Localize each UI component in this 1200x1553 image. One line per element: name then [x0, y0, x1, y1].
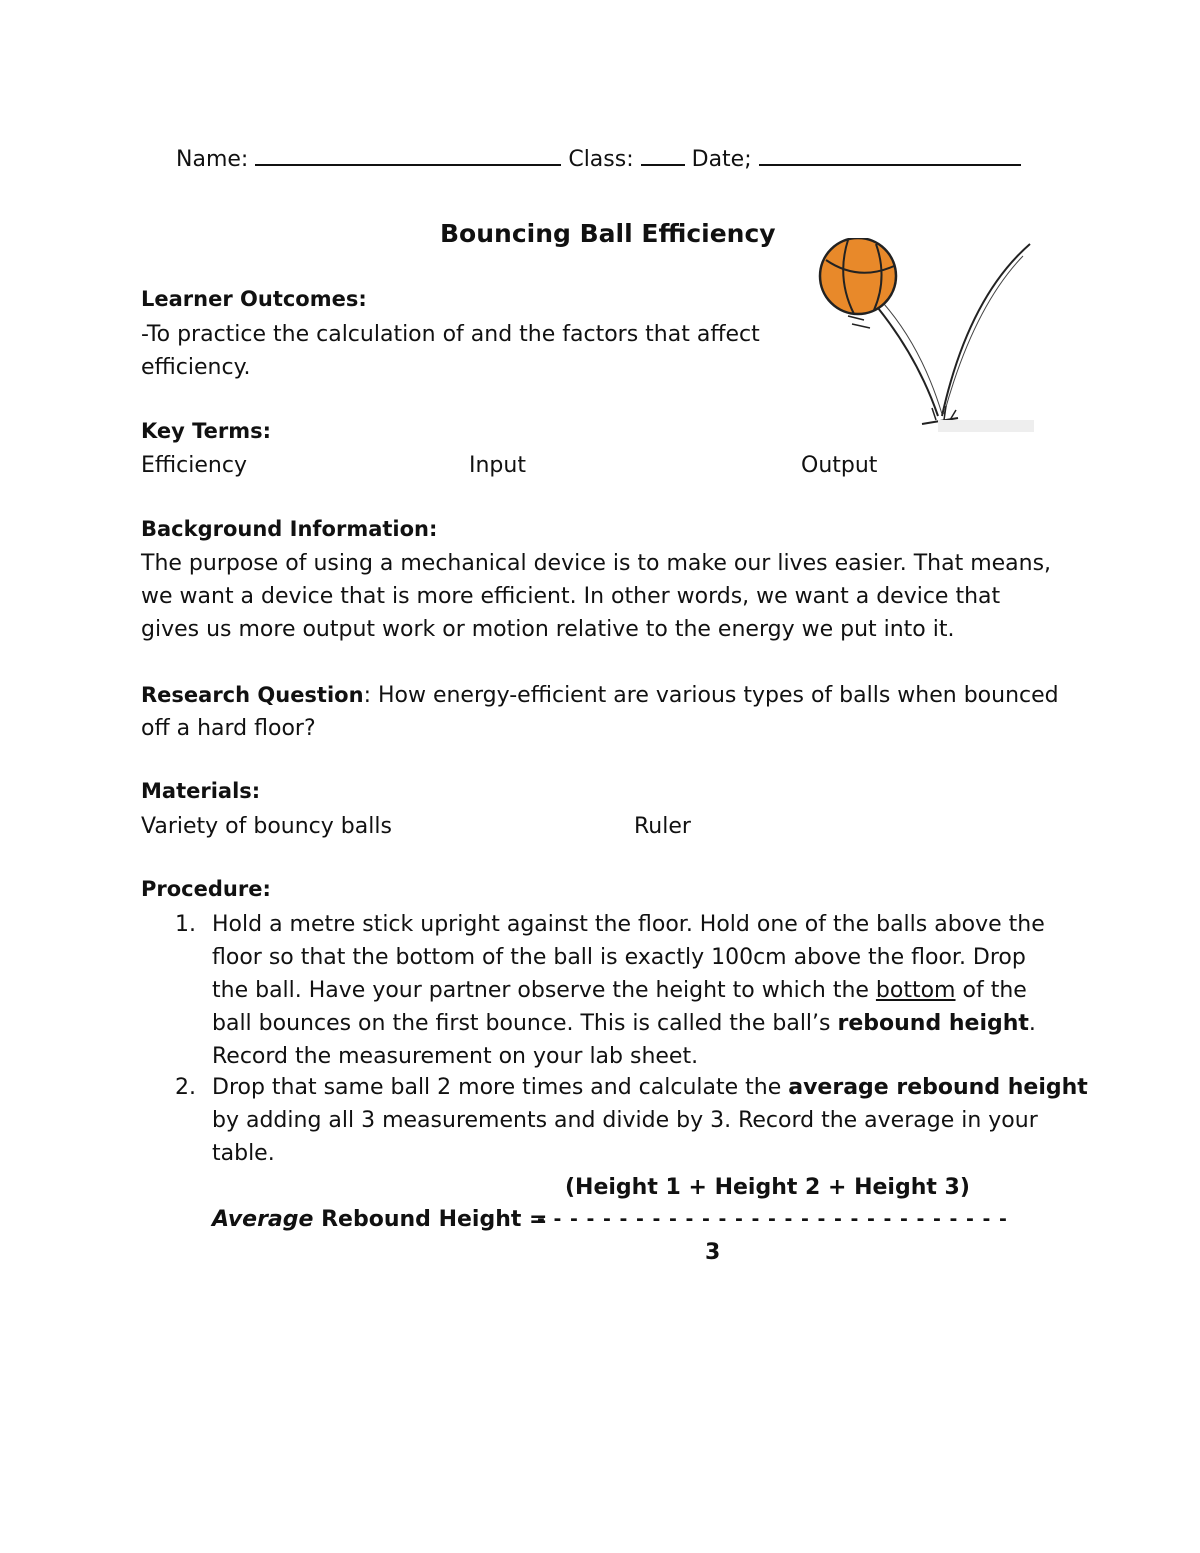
- step-1-text-3a: the ball. Have your partner observe the height to which the: [212, 978, 876, 1003]
- step-1-text-3b: of the: [955, 978, 1027, 1003]
- bouncing-basketball-icon: [818, 238, 1036, 438]
- research-question-heading: Research Question: [141, 683, 364, 707]
- formula-denominator: 3: [705, 1240, 721, 1265]
- class-blank[interactable]: [641, 142, 685, 166]
- date-label: Date;: [691, 147, 752, 172]
- procedure-step-1: [175, 908, 1045, 1073]
- formula-fraction-bar: - - - - - - - - - - - - - - - - - - - - - - - - - - - - -: [537, 1208, 1008, 1230]
- step-1-text-4b: .: [1028, 1011, 1036, 1036]
- step-2-number: 2.: [175, 1075, 196, 1100]
- page-title: Bouncing Ball Efficiency: [440, 219, 776, 248]
- learner-outcomes-heading: Learner Outcomes:: [141, 287, 367, 311]
- material-bouncy-balls: Variety of bouncy balls: [141, 814, 392, 839]
- step-2-line-3: table.: [212, 1141, 275, 1166]
- learner-outcomes-line-2: efficiency.: [141, 355, 251, 380]
- name-blank[interactable]: [255, 142, 561, 166]
- name-label: Name:: [176, 147, 249, 172]
- step-1-rebound-height: rebound height: [837, 1011, 1029, 1036]
- formula-numerator: (Height 1 + Height 2 + Height 3): [565, 1175, 970, 1200]
- step-2-average-rebound-height: average rebound height: [788, 1075, 1088, 1100]
- research-question-line-1: [141, 679, 1059, 712]
- formula-label-rest: Rebound Height =: [313, 1207, 548, 1232]
- step-2-line-1: [175, 1071, 1088, 1104]
- step-1-underlined-bottom: bottom: [875, 978, 956, 1003]
- step-1-number: 1.: [175, 912, 196, 937]
- step-1-line-3: [212, 974, 1045, 1007]
- step-1-text-4a: ball bounces on the first bounce. This is called the ball’s: [212, 1011, 838, 1036]
- step-2-line-2: by adding all 3 measurements and divide by 3. Record the average in your: [212, 1108, 1038, 1133]
- research-question-text: : How energy-efficient are various types of balls when bounced: [363, 683, 1059, 708]
- materials-heading: Materials:: [141, 779, 261, 803]
- procedure-heading: Procedure:: [141, 877, 271, 901]
- formula-row: [212, 1203, 547, 1236]
- date-blank[interactable]: [759, 142, 1021, 166]
- background-line-2: we want a device that is more efficient. In other words, we want a device that: [141, 584, 1001, 609]
- header-row: [176, 142, 1021, 176]
- key-term-output: Output: [801, 453, 878, 478]
- step-1-text-1: Hold a metre stick upright against the floor. Hold one of the balls above the: [212, 912, 1045, 937]
- class-label: Class:: [568, 147, 634, 172]
- step-1-line-1: [175, 908, 1045, 941]
- formula-label-average: Average: [212, 1207, 314, 1232]
- key-terms-heading: Key Terms:: [141, 419, 272, 443]
- learner-outcomes-line-1: -To practice the calculation of and the factors that affect: [141, 322, 760, 347]
- step-1-line-5: Record the measurement on your lab sheet.: [212, 1044, 699, 1069]
- material-ruler: Ruler: [634, 814, 691, 839]
- procedure-step-2: [175, 1071, 1088, 1170]
- background-line-1: The purpose of using a mechanical device is to make our lives easier. That means,: [141, 551, 1052, 576]
- background-heading: Background Information:: [141, 517, 438, 541]
- key-term-input: Input: [469, 453, 526, 478]
- background-line-3: gives us more output work or motion relative to the energy we put into it.: [141, 617, 955, 642]
- key-term-efficiency: Efficiency: [141, 453, 247, 478]
- research-question-line-2: off a hard floor?: [141, 716, 316, 741]
- step-1-line-4: [212, 1007, 1045, 1040]
- step-1-line-2: floor so that the bottom of the ball is exactly 100cm above the floor. Drop: [212, 945, 1026, 970]
- step-2-text-1a: Drop that same ball 2 more times and calculate the: [212, 1075, 789, 1100]
- bouncing-basketball-image: [818, 238, 1036, 438]
